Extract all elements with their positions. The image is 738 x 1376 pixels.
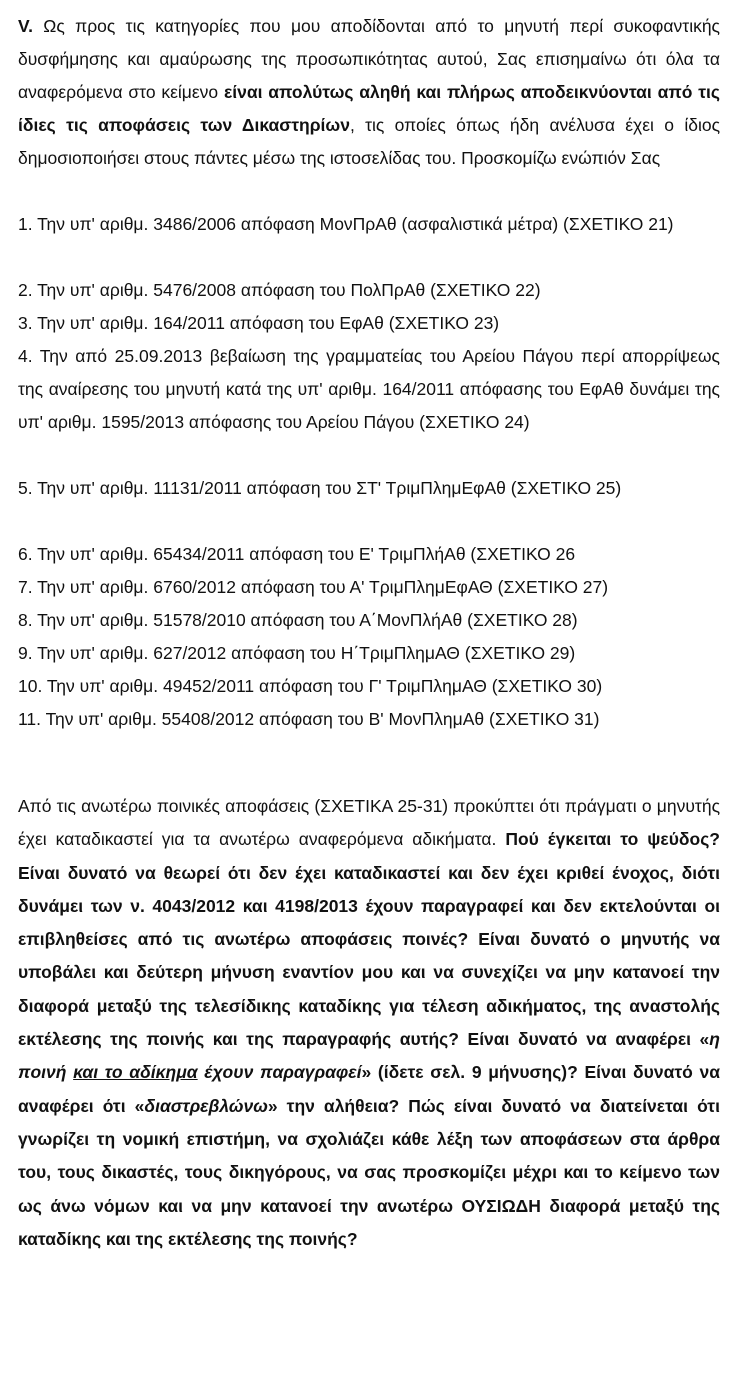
evidence-item-7: 7. Την υπ' αριθμ. 6760/2012 απόφαση του Α' ΤριμΠλημΕφΑΘ (ΣΧΕΤΙΚΟ 27) xyxy=(18,577,609,597)
evidence-item-11: 11. Την υπ' αριθμ. 55408/2012 απόφαση του Β' ΜονΠλημΑθ (ΣΧΕΤΙΚΟ 31) xyxy=(18,709,600,729)
quote-italic-distort: διαστρεβλώνω xyxy=(144,1095,268,1116)
evidence-item-1: 1. Την υπ' αριθμ. 3486/2006 απόφαση ΜονΠρΑθ (ασφαλιστικά μέτρα) (ΣΧΕΤΙΚΟ 21) xyxy=(18,214,674,234)
quote-italic-part-2: έχουν παραγραφεί xyxy=(197,1062,362,1083)
conclusion-bold-end: » την αλήθεια? Πώς είναι δυνατό να διατείνεται ότι γνωρίζει τη νομική επιστήμη, να σχολιάζει κάθε λέξη των αποφάσεων στα άρθρα του, τους δικαστές, τους δικηγόρους, να σας προσκομίζει μέχρι και το κείμενο των ως άνω νόμων και να μην κατανοεί την ανωτέρω ΟΥΣΙΩΔΗ διαφορά μεταξύ της καταδίκης και της εκτέλεσης της ποινής? xyxy=(18,1095,720,1249)
evidence-item-4: 4. Την από 25.09.2013 βεβαίωση της γραμματείας του Αρείου Πάγου περί απορρίψεως της αναίρεσης του μηνυτή κατά της υπ' αριθμ. 164/2011 απόφασης του ΕφΑθ δυνάμει της υπ' αριθμ. 1595/2013 απόφασης του Αρείου Πάγου (ΣΧΕΤΙΚΟ 24) xyxy=(18,346,720,432)
section-v-bold-statement: είναι απολύτως αληθή και πλήρως αποδεικνύονται από τις ίδιες τις αποφάσεις των Δικαστηρίων xyxy=(18,82,720,135)
evidence-item-6: 6. Την υπ' αριθμ. 65434/2011 απόφαση του Ε' ΤριμΠλήΑθ (ΣΧΕΤΙΚΟ 26 xyxy=(18,544,576,564)
section-v-paragraph xyxy=(18,10,720,175)
quote-italic-part-1: η ποινή xyxy=(18,1029,720,1083)
section-v-text-end: , τις οποίες όπως ήδη ανέλυσα έχει ο ίδιος δημοσιοποιήσει στους πάντες μέσω της ιστοσελίδας του. Προσκομίζω ενώπιόν Σας xyxy=(18,115,721,168)
section-v-text-start: Ως προς τις κατηγορίες που μου αποδίδονται από το μηνυτή περί συκοφαντικής δυσφήμησης και αμαύρωσης της προσωπικότητας αυτού, Σας επισημαίνω ότι όλα τα αναφερόμενα στο κείμενο xyxy=(18,16,720,102)
section-numeral: V. xyxy=(18,16,33,36)
conclusion-text-start: Από τις ανωτέρω ποινικές αποφάσεις (ΣΧΕΤΙΚΑ 25-31) προκύπτει ότι πράγματι ο μηνυτής έχει καταδικαστεί για τα ανωτέρω αναφερόμενα αδικήματα. xyxy=(18,796,720,850)
evidence-item-10: 10. Την υπ' αριθμ. 49452/2011 απόφαση του Γ' ΤριμΠλημΑΘ (ΣΧΕΤΙΚΟ 30) xyxy=(18,676,603,696)
quote-italic-underlined: και το αδίκημα xyxy=(73,1062,198,1083)
evidence-item-2: 2. Την υπ' αριθμ. 5476/2008 απόφαση του ΠολΠρΑθ (ΣΧΕΤΙΚΟ 22) xyxy=(18,280,541,300)
evidence-item-9: 9. Την υπ' αριθμ. 627/2012 απόφαση του Η΄ΤριμΠλημΑΘ (ΣΧΕΤΙΚΟ 29) xyxy=(18,643,576,663)
conclusion-bold-middle: » (ίδετε σελ. 9 μήνυσης)? Είναι δυνατό να αναφέρει ότι « xyxy=(18,1062,721,1116)
conclusion-paragraph xyxy=(18,790,720,1256)
evidence-item-8: 8. Την υπ' αριθμ. 51578/2010 απόφαση του Α΄ΜονΠλήΑθ (ΣΧΕΤΙΚΟ 28) xyxy=(18,610,578,630)
evidence-item-5: 5. Την υπ' αριθμ. 11131/2011 απόφαση του ΣΤ' ΤριμΠλημΕφΑθ (ΣΧΕΤΙΚΟ 25) xyxy=(18,478,622,498)
conclusion-bold-questions: Πού έγκειται το ψεύδος? Είναι δυνατό να θεωρεί ότι δεν έχει καταδικαστεί και δεν έχει κριθεί ένοχος, διότι δυνάμει των ν. 4043/2012 και 4198/2013 έχουν παραγραφεί και δεν εκτελούνται οι επιβληθείσες από τις ανωτέρω αποφάσεις ποινές? Είναι δυνατό ο μηνυτής να υποβάλει και δεύτερη μήνυση εναντίον μου και να συνεχίζει να μην κατανοεί την διαφορά μεταξύ της τελεσίδικης καταδίκης για τέλεση αδικήματος, της αναστολής εκτέλεσης της ποινής και της παραγραφής αυτής? Είναι δυνατό να αναφέρει « xyxy=(18,829,720,1050)
evidence-item-3: 3. Την υπ' αριθμ. 164/2011 απόφαση του ΕφΑθ (ΣΧΕΤΙΚΟ 23) xyxy=(18,313,500,333)
